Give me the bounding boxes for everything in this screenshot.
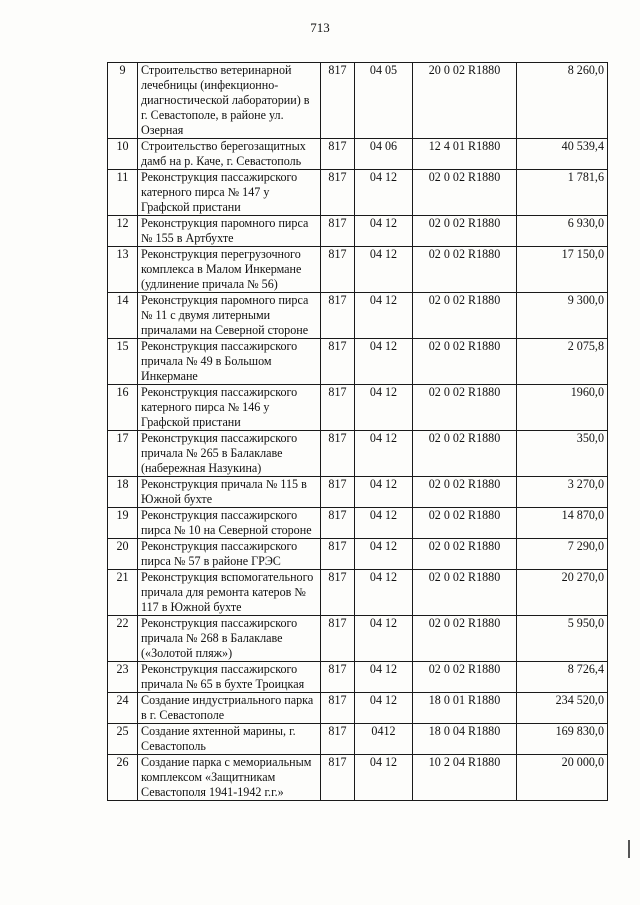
- amount-cell: 6 930,0: [517, 216, 608, 247]
- row-number-cell: 16: [108, 385, 138, 431]
- amount-cell: 2 075,8: [517, 339, 608, 385]
- section-code-cell: 04 12: [355, 755, 413, 801]
- section-code-cell: 04 12: [355, 477, 413, 508]
- department-code-cell: 817: [321, 385, 355, 431]
- table-row: [108, 724, 608, 755]
- target-article-cell: 10 2 04 R1880: [413, 755, 517, 801]
- row-number-cell: 18: [108, 477, 138, 508]
- row-number-cell: 21: [108, 570, 138, 616]
- object-name-cell: Реконструкция паромного пирса № 11 с двумя литерными причалами на Северной стороне: [138, 293, 321, 339]
- budget-table-body: [108, 63, 608, 801]
- target-article-cell: 02 0 02 R1880: [413, 477, 517, 508]
- department-code-cell: 817: [321, 755, 355, 801]
- object-name-cell: Реконструкция пассажирского причала № 49 в Большом Инкермане: [138, 339, 321, 385]
- object-name-cell: Строительство берегозащитных дамб на р. Каче, г. Севастополь: [138, 139, 321, 170]
- target-article-cell: 02 0 02 R1880: [413, 508, 517, 539]
- target-article-cell: 02 0 02 R1880: [413, 170, 517, 216]
- row-number-cell: 24: [108, 693, 138, 724]
- table-row: [108, 508, 608, 539]
- row-number-cell: 17: [108, 431, 138, 477]
- row-number-cell: 23: [108, 662, 138, 693]
- table-row: [108, 63, 608, 139]
- object-name-cell: Реконструкция пассажирского катерного пирса № 147 у Графской пристани: [138, 170, 321, 216]
- section-code-cell: 04 12: [355, 293, 413, 339]
- table-row: [108, 431, 608, 477]
- section-code-cell: 04 12: [355, 662, 413, 693]
- amount-cell: 5 950,0: [517, 616, 608, 662]
- object-name-cell: Реконструкция пассажирского пирса № 57 в районе ГРЭС: [138, 539, 321, 570]
- object-name-cell: Реконструкция перегрузочного комплекса в Малом Инкермане (удлинение причала № 56): [138, 247, 321, 293]
- department-code-cell: 817: [321, 63, 355, 139]
- table-row: [108, 539, 608, 570]
- row-number-cell: 11: [108, 170, 138, 216]
- table-row: [108, 477, 608, 508]
- row-number-cell: 9: [108, 63, 138, 139]
- table-row: [108, 170, 608, 216]
- table-row: [108, 139, 608, 170]
- row-number-cell: 13: [108, 247, 138, 293]
- amount-cell: 169 830,0: [517, 724, 608, 755]
- department-code-cell: 817: [321, 570, 355, 616]
- object-name-cell: Реконструкция вспомогательного причала для ремонта катеров № 117 в Южной бухте: [138, 570, 321, 616]
- department-code-cell: 817: [321, 216, 355, 247]
- section-code-cell: 04 12: [355, 216, 413, 247]
- department-code-cell: 817: [321, 477, 355, 508]
- object-name-cell: Реконструкция пассажирского причала № 265 в Балаклаве (набережная Назукина): [138, 431, 321, 477]
- section-code-cell: 04 12: [355, 616, 413, 662]
- target-article-cell: 02 0 02 R1880: [413, 570, 517, 616]
- amount-cell: 350,0: [517, 431, 608, 477]
- target-article-cell: 02 0 02 R1880: [413, 431, 517, 477]
- department-code-cell: 817: [321, 693, 355, 724]
- row-number-cell: 15: [108, 339, 138, 385]
- target-article-cell: 02 0 02 R1880: [413, 616, 517, 662]
- department-code-cell: 817: [321, 139, 355, 170]
- target-article-cell: 02 0 02 R1880: [413, 339, 517, 385]
- amount-cell: 8 260,0: [517, 63, 608, 139]
- row-number-cell: 26: [108, 755, 138, 801]
- object-name-cell: Строительство ветеринарной лечебницы (инфекционно-диагностической лаборатории) в г. Севастополе, в районе ул. Озерная: [138, 63, 321, 139]
- scan-margin-mark: [628, 840, 630, 858]
- amount-cell: 20 270,0: [517, 570, 608, 616]
- section-code-cell: 04 12: [355, 693, 413, 724]
- section-code-cell: 04 12: [355, 170, 413, 216]
- target-article-cell: 20 0 02 R1880: [413, 63, 517, 139]
- object-name-cell: Создание яхтенной марины, г. Севастополь: [138, 724, 321, 755]
- department-code-cell: 817: [321, 662, 355, 693]
- row-number-cell: 20: [108, 539, 138, 570]
- section-code-cell: 04 12: [355, 508, 413, 539]
- amount-cell: 234 520,0: [517, 693, 608, 724]
- object-name-cell: Реконструкция пассажирского причала № 268 в Балаклаве («Золотой пляж»): [138, 616, 321, 662]
- department-code-cell: 817: [321, 247, 355, 293]
- amount-cell: 7 290,0: [517, 539, 608, 570]
- target-article-cell: 02 0 02 R1880: [413, 662, 517, 693]
- object-name-cell: Реконструкция причала № 115 в Южной бухте: [138, 477, 321, 508]
- row-number-cell: 19: [108, 508, 138, 539]
- row-number-cell: 10: [108, 139, 138, 170]
- section-code-cell: 04 12: [355, 339, 413, 385]
- target-article-cell: 02 0 02 R1880: [413, 293, 517, 339]
- target-article-cell: 12 4 01 R1880: [413, 139, 517, 170]
- amount-cell: 20 000,0: [517, 755, 608, 801]
- section-code-cell: 04 12: [355, 385, 413, 431]
- row-number-cell: 22: [108, 616, 138, 662]
- department-code-cell: 817: [321, 724, 355, 755]
- target-article-cell: 02 0 02 R1880: [413, 539, 517, 570]
- row-number-cell: 12: [108, 216, 138, 247]
- target-article-cell: 02 0 02 R1880: [413, 247, 517, 293]
- section-code-cell: 04 12: [355, 570, 413, 616]
- department-code-cell: 817: [321, 431, 355, 477]
- department-code-cell: 817: [321, 616, 355, 662]
- table-row: [108, 693, 608, 724]
- table-row: [108, 247, 608, 293]
- section-code-cell: 0412: [355, 724, 413, 755]
- target-article-cell: 02 0 02 R1880: [413, 385, 517, 431]
- amount-cell: 40 539,4: [517, 139, 608, 170]
- table-row: [108, 755, 608, 801]
- table-row: [108, 216, 608, 247]
- page-number: 713: [310, 20, 330, 35]
- object-name-cell: Реконструкция пассажирского пирса № 10 на Северной стороне: [138, 508, 321, 539]
- object-name-cell: Реконструкция пассажирского катерного пирса № 146 у Графской пристани: [138, 385, 321, 431]
- department-code-cell: 817: [321, 170, 355, 216]
- object-name-cell: Создание индустриального парка в г. Севастополе: [138, 693, 321, 724]
- row-number-cell: 14: [108, 293, 138, 339]
- amount-cell: 9 300,0: [517, 293, 608, 339]
- amount-cell: 17 150,0: [517, 247, 608, 293]
- budget-table: [107, 62, 608, 801]
- object-name-cell: Создание парка с мемориальным комплексом «Защитникам Севастополя 1941-1942 г.г.»: [138, 755, 321, 801]
- section-code-cell: 04 12: [355, 431, 413, 477]
- department-code-cell: 817: [321, 339, 355, 385]
- department-code-cell: 817: [321, 508, 355, 539]
- table-row: [108, 385, 608, 431]
- amount-cell: 1960,0: [517, 385, 608, 431]
- target-article-cell: 18 0 04 R1880: [413, 724, 517, 755]
- section-code-cell: 04 06: [355, 139, 413, 170]
- amount-cell: 8 726,4: [517, 662, 608, 693]
- department-code-cell: 817: [321, 293, 355, 339]
- table-row: [108, 662, 608, 693]
- amount-cell: 14 870,0: [517, 508, 608, 539]
- row-number-cell: 25: [108, 724, 138, 755]
- target-article-cell: 18 0 01 R1880: [413, 693, 517, 724]
- object-name-cell: Реконструкция паромного пирса № 155 в Артбухте: [138, 216, 321, 247]
- object-name-cell: Реконструкция пассажирского причала № 65 в бухте Троицкая: [138, 662, 321, 693]
- section-code-cell: 04 05: [355, 63, 413, 139]
- target-article-cell: 02 0 02 R1880: [413, 216, 517, 247]
- table-row: [108, 339, 608, 385]
- table-row: [108, 616, 608, 662]
- amount-cell: 1 781,6: [517, 170, 608, 216]
- table-row: [108, 293, 608, 339]
- section-code-cell: 04 12: [355, 247, 413, 293]
- amount-cell: 3 270,0: [517, 477, 608, 508]
- section-code-cell: 04 12: [355, 539, 413, 570]
- table-row: [108, 570, 608, 616]
- department-code-cell: 817: [321, 539, 355, 570]
